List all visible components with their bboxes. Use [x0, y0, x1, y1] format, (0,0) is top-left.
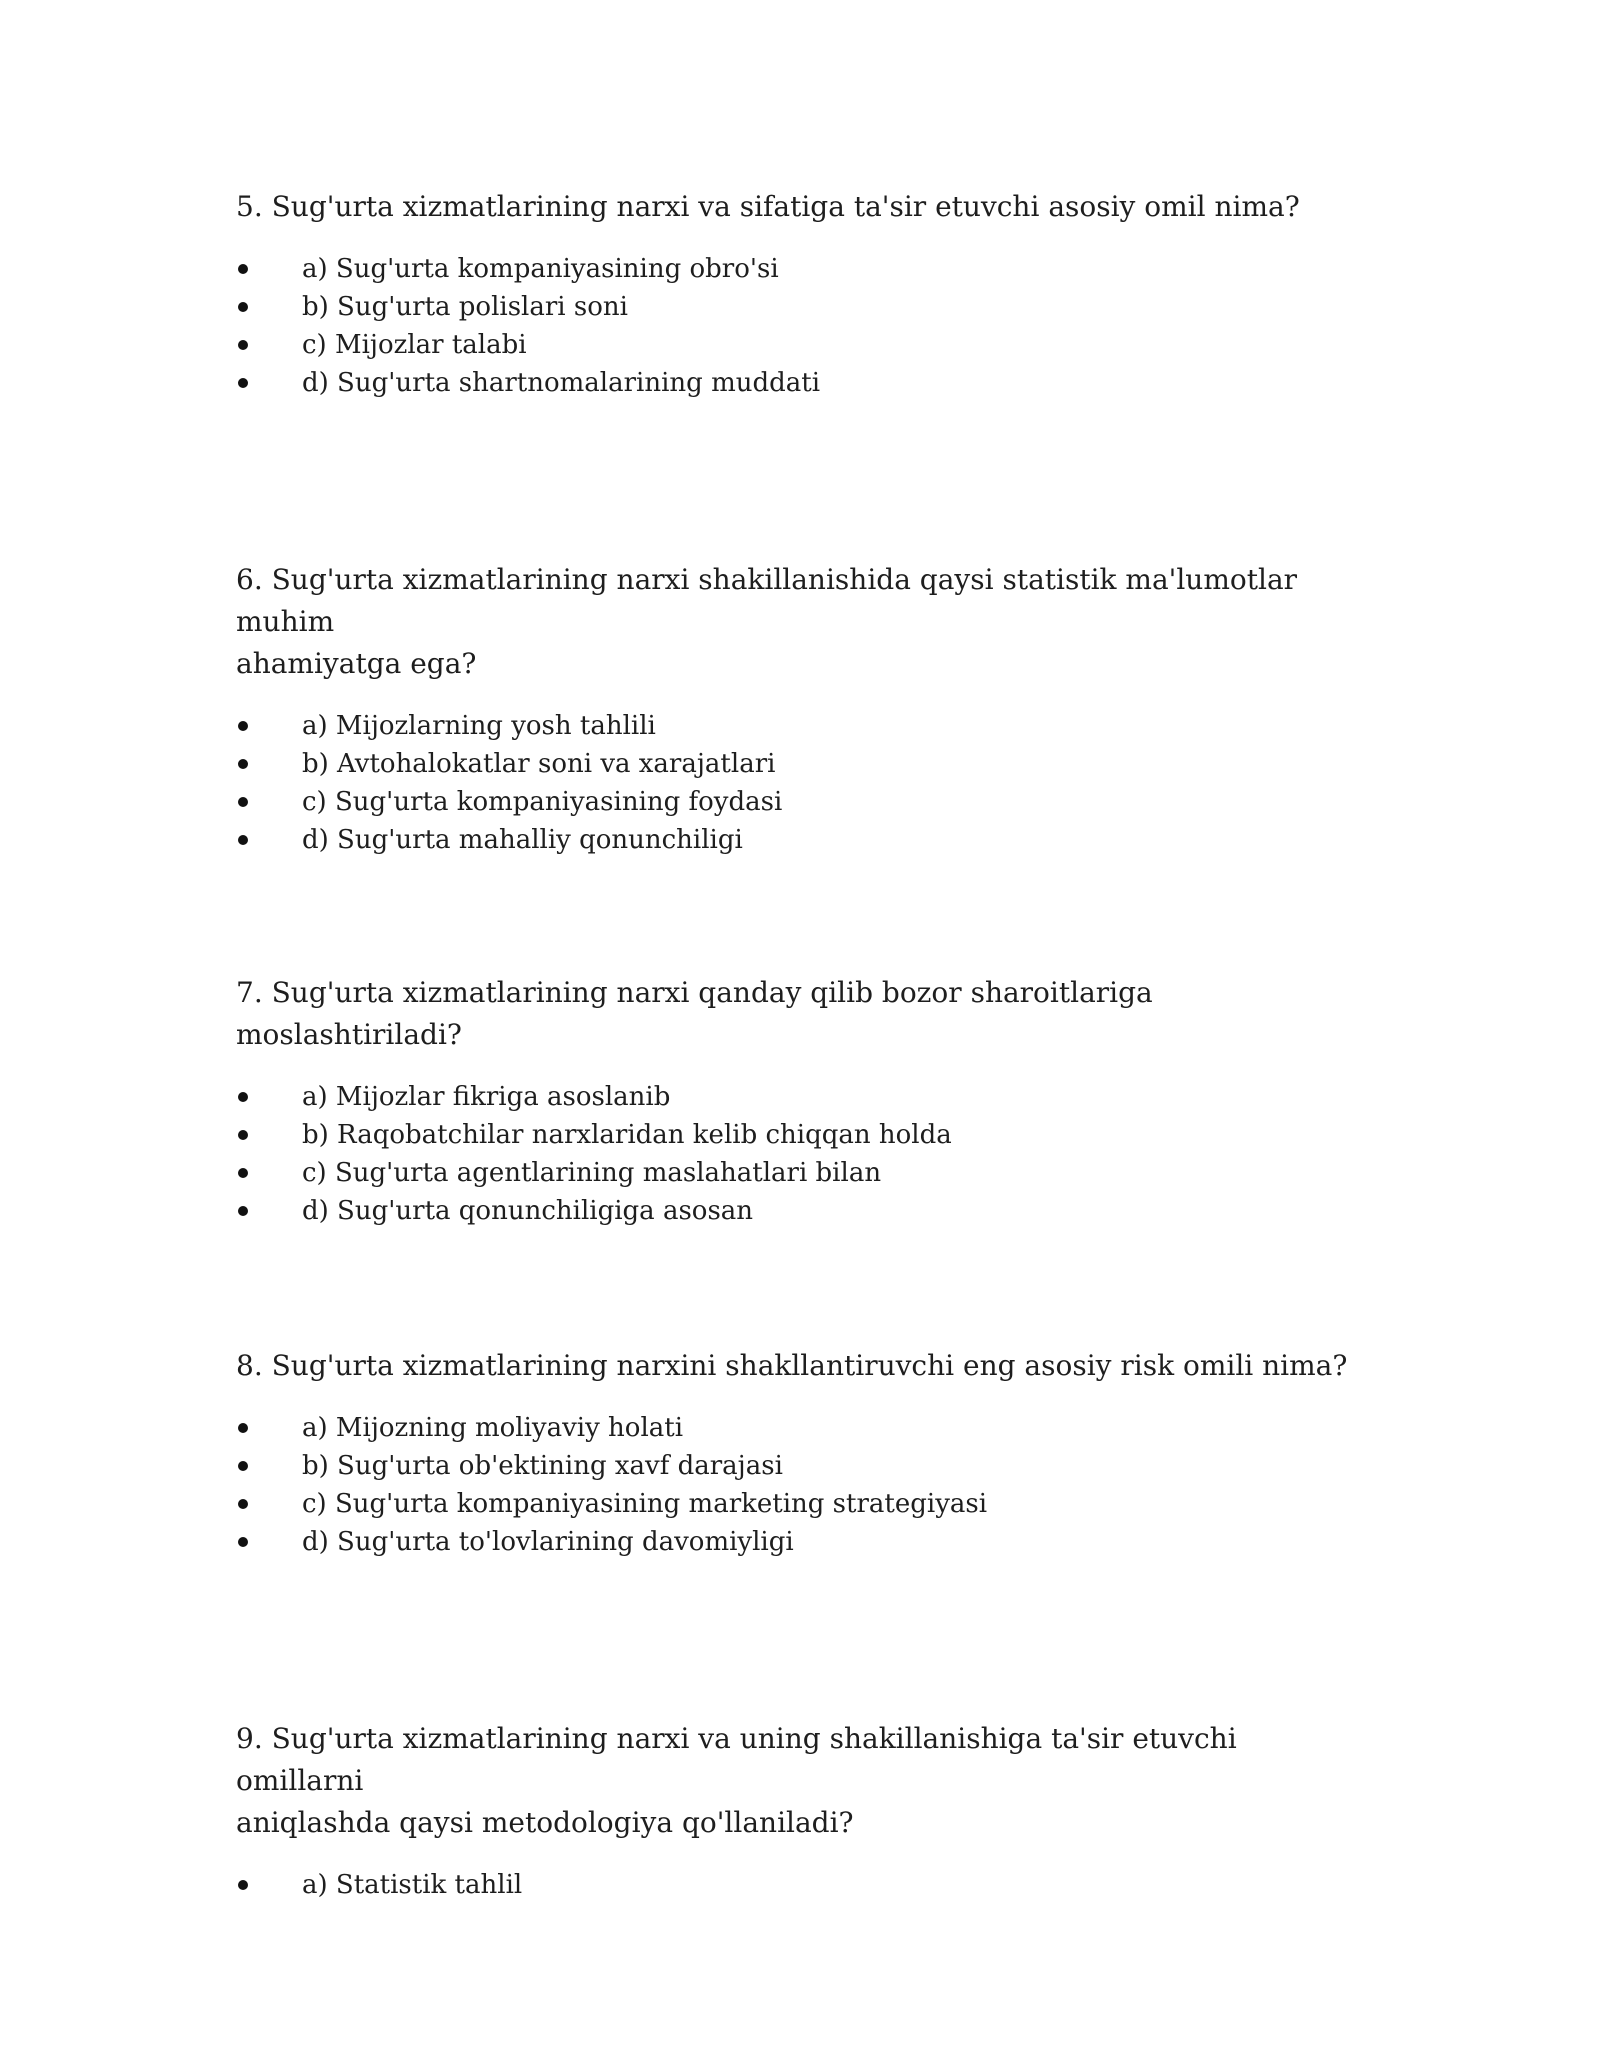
question-text: [236, 1718, 1366, 1844]
option-label: a) Mijozlar fikriga asoslanib: [302, 1082, 671, 1112]
option-b: [236, 288, 1366, 326]
option-c: [236, 1154, 1366, 1192]
option-label: c) Sug'urta kompaniyasining foydasi: [302, 787, 783, 817]
bullet-icon: [238, 797, 248, 807]
option-b: [236, 1116, 1366, 1154]
option-c: [236, 326, 1366, 364]
question-6: [236, 559, 1366, 859]
option-b: [236, 1447, 1366, 1485]
option-label: b) Sug'urta polislari soni: [302, 292, 628, 322]
option-a: [236, 1078, 1366, 1116]
question-text-line-2: ahamiyatga ega?: [236, 647, 477, 680]
question-text-line-1: 9. Sug'urta xizmatlarining narxi va uning shakillanishiga ta'sir etuvchi omillarni: [236, 1722, 1237, 1797]
option-label: d) Sug'urta qonunchiligiga asosan: [302, 1196, 754, 1226]
option-label: a) Mijozning moliyaviy holati: [302, 1413, 684, 1443]
bullet-icon: [238, 264, 248, 274]
option-label: b) Raqobatchilar narxlaridan kelib chiqqan holda: [302, 1120, 952, 1150]
answer-options: [236, 1866, 1366, 1904]
question-text: 8. Sug'urta xizmatlarining narxini shakllantiruvchi eng asosiy risk omili nima?: [236, 1349, 1348, 1382]
answer-options: [236, 1409, 1366, 1561]
bullet-icon: [238, 1130, 248, 1140]
option-c: [236, 783, 1366, 821]
question-8: [236, 1345, 1366, 1561]
question-7: [236, 972, 1366, 1230]
bullet-icon: [238, 1461, 248, 1471]
option-c: [236, 1485, 1366, 1523]
bullet-icon: [238, 1537, 248, 1547]
bullet-icon: [238, 1206, 248, 1216]
bullet-icon: [238, 340, 248, 350]
question-5: [236, 186, 1366, 402]
question-text-line-1: 6. Sug'urta xizmatlarining narxi shakillanishida qaysi statistik ma'lumotlar muhim: [236, 563, 1298, 638]
option-a: [236, 250, 1366, 288]
bullet-icon: [238, 1168, 248, 1178]
option-label: a) Statistik tahlil: [302, 1870, 523, 1900]
question-text: 7. Sug'urta xizmatlarining narxi qanday qilib bozor sharoitlariga moslashtiriladi?: [236, 976, 1153, 1051]
option-label: b) Avtohalokatlar soni va xarajatlari: [302, 749, 776, 779]
bullet-icon: [238, 721, 248, 731]
option-label: c) Mijozlar talabi: [302, 330, 527, 360]
bullet-icon: [238, 1880, 248, 1890]
option-label: b) Sug'urta ob'ektining xavf darajasi: [302, 1451, 783, 1481]
bullet-icon: [238, 378, 248, 388]
bullet-icon: [238, 835, 248, 845]
option-d: [236, 1192, 1366, 1230]
bullet-icon: [238, 759, 248, 769]
answer-options: [236, 1078, 1366, 1230]
answer-options: [236, 250, 1366, 402]
bullet-icon: [238, 1499, 248, 1509]
bullet-icon: [238, 1423, 248, 1433]
option-label: c) Sug'urta agentlarining maslahatlari bilan: [302, 1158, 882, 1188]
question-text: [236, 559, 1366, 685]
question-9: [236, 1718, 1366, 1904]
option-d: [236, 1523, 1366, 1561]
option-label: d) Sug'urta to'lovlarining davomiyligi: [302, 1527, 794, 1557]
question-text-line-2: aniqlashda qaysi metodologiya qo'llaniladi?: [236, 1806, 854, 1839]
bullet-icon: [238, 302, 248, 312]
option-a: [236, 707, 1366, 745]
answer-options: [236, 707, 1366, 859]
bullet-icon: [238, 1092, 248, 1102]
option-label: a) Mijozlarning yosh tahlili: [302, 711, 656, 741]
option-label: a) Sug'urta kompaniyasining obro'si: [302, 254, 779, 284]
option-a: [236, 1866, 1366, 1904]
option-a: [236, 1409, 1366, 1447]
question-text: 5. Sug'urta xizmatlarining narxi va sifatiga ta'sir etuvchi asosiy omil nima?: [236, 190, 1300, 223]
option-d: [236, 364, 1366, 402]
option-label: d) Sug'urta shartnomalarining muddati: [302, 368, 821, 398]
option-label: d) Sug'urta mahalliy qonunchiligi: [302, 825, 743, 855]
option-b: [236, 745, 1366, 783]
option-label: c) Sug'urta kompaniyasining marketing strategiyasi: [302, 1489, 988, 1519]
option-d: [236, 821, 1366, 859]
